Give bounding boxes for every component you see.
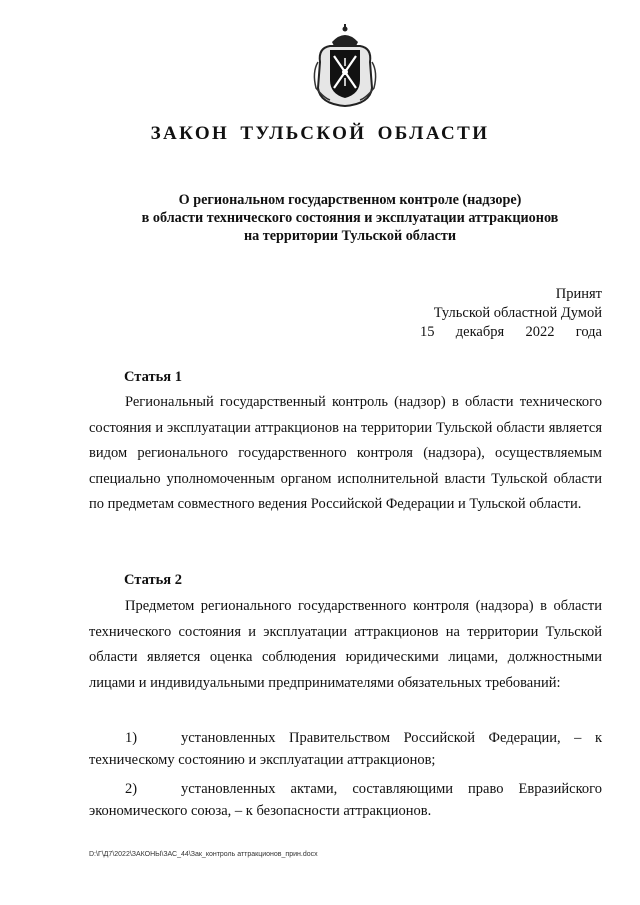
article-2-item-1 bbox=[89, 727, 602, 771]
law-subject bbox=[100, 191, 600, 245]
adoption-month: декабря bbox=[455, 324, 505, 340]
adoption-year-word: года bbox=[575, 324, 602, 340]
article-1-text: Региональный государственный контроль (надзор) в области технического состояния и эксплуатации аттракционов на территории Тульской области является видом регионального государственного контроля (надзора), осуществляемым специально уполномоченным органом исполнительной власти Тульской области по предметам совместного ведения Российской Федерации и Тульской области. bbox=[89, 394, 602, 512]
item-text: установленных Правительством Российской Федерации, – к техническому состоянию и эксплуатации аттракционов; bbox=[89, 730, 602, 768]
item-number: 2) bbox=[125, 781, 138, 797]
item-text: установленных актами, составляющими право Евразийского экономического союза, – к безопасности аттракционов. bbox=[89, 781, 602, 819]
law-title: ЗАКОН ТУЛЬСКОЙ ОБЛАСТИ bbox=[150, 123, 490, 144]
adoption-date bbox=[420, 323, 602, 342]
item-number: 1) bbox=[125, 730, 138, 746]
article-2-item-2 bbox=[89, 778, 602, 822]
subject-line-1: О региональном государственном контроле (надзоре) bbox=[178, 192, 522, 208]
article-2-text: Предметом регионального государственного контроля (надзора) в области технического состояния и эксплуатации аттракционов на территории Тульской области является оценка соблюдения юридическими лицами, должностными лицами и индивидуальными предпринимателями обязательных требований: bbox=[89, 598, 602, 691]
adoption-year: 2022 bbox=[525, 324, 555, 340]
subject-line-3: на территории Тульской области bbox=[243, 228, 457, 244]
file-path-footer: D:\Г\Д7\2022\ЗАКОНЫ\ЗАС_44\Зак_контроль аттракционов_прин.docx bbox=[89, 851, 318, 858]
adoption-day: 15 bbox=[420, 324, 435, 340]
adoption-block bbox=[420, 285, 602, 342]
adoption-line-1: Принят bbox=[555, 286, 602, 302]
subject-line-2: в области технического состояния и эксплуатации аттракционов bbox=[141, 210, 559, 226]
article-2-heading: Статья 2 bbox=[124, 572, 182, 588]
coat-of-arms-icon bbox=[310, 22, 380, 108]
adoption-line-2: Тульской областной Думой bbox=[433, 305, 602, 321]
article-1-heading: Статья 1 bbox=[124, 369, 182, 385]
